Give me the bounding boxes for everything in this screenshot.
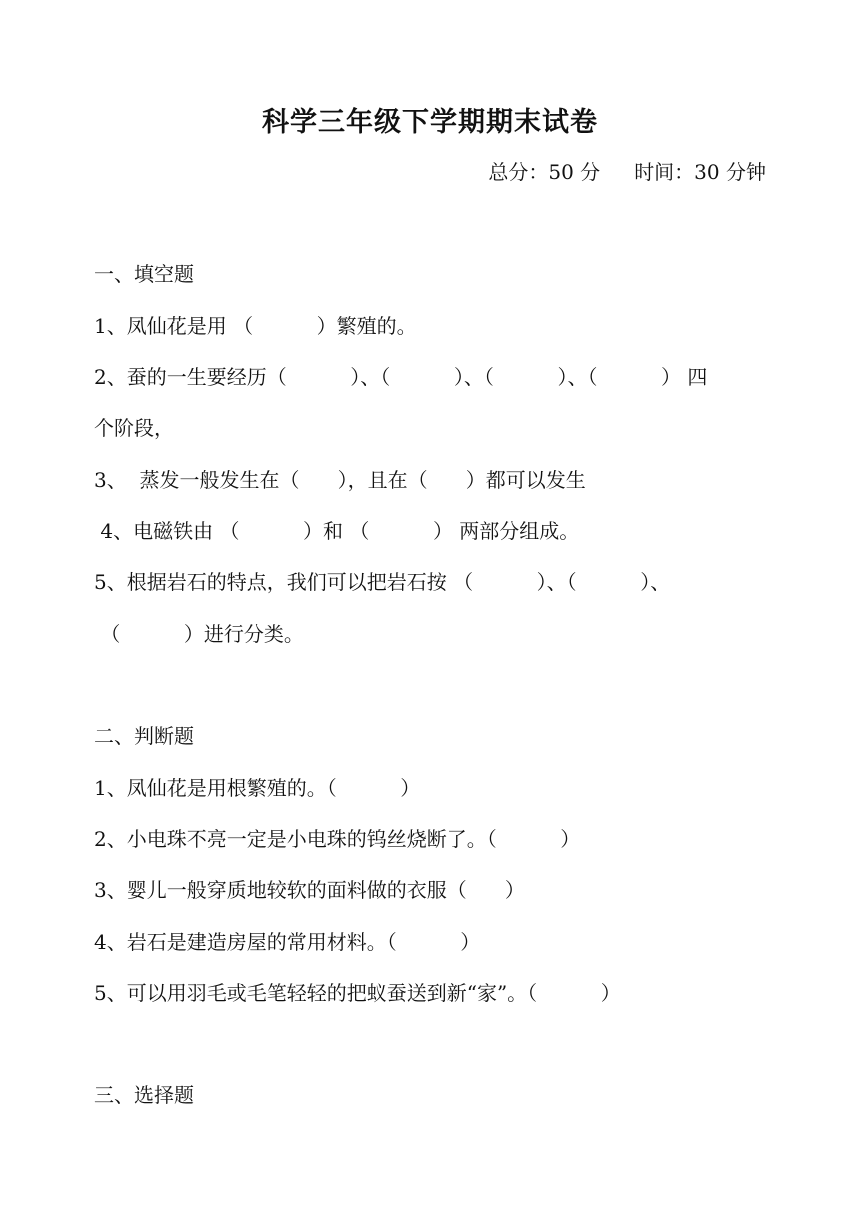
true-false-question-5: 5、可以用羽毛或毛笔轻轻的把蚁蚕送到新“家”。（ ） <box>94 981 621 1005</box>
true-false-question-2: 2、小电珠不亮一定是小电珠的钨丝烧断了。（ ） <box>94 827 581 851</box>
fill-in-question-4: 4、电磁铁由 （ ）和 （ ） 两部分组成。 <box>94 519 580 543</box>
section-heading-multiple-choice: 三、选择题 <box>94 1083 194 1107</box>
exam-meta <box>488 156 766 185</box>
section-heading-true-false: 二、判断题 <box>94 724 194 748</box>
fill-in-question-2: 2、蚕的一生要经历（ ）、（ ）、（ ）、（ ） 四 <box>94 365 708 389</box>
fill-in-question-1: 1、凤仙花是用 （ ）繁殖的。 <box>94 314 417 338</box>
fill-in-question-2-continued: 个阶段， <box>94 416 174 440</box>
fill-in-question-5-continued: （ ）进行分类。 <box>94 622 304 646</box>
true-false-question-1: 1、凤仙花是用根繁殖的。（ ） <box>94 776 421 800</box>
true-false-question-3: 3、婴儿一般穿质地较软的面料做的衣服（ ） <box>94 878 525 902</box>
exam-time: 时间：30 分钟 <box>634 160 766 184</box>
fill-in-question-3: 3、 蒸发一般发生在（ ），且在（ ）都可以发生 <box>94 468 586 492</box>
fill-in-question-5: 5、根据岩石的特点，我们可以把岩石按 （ ）、（ ）、 <box>94 570 671 594</box>
section-heading-fill-in: 一、填空题 <box>94 262 194 286</box>
total-score: 总分：50 分 <box>488 160 601 184</box>
exam-title: 科学三年级下学期期末试卷 <box>262 107 598 138</box>
true-false-question-4: 4、岩石是建造房屋的常用材料。（ ） <box>94 930 481 954</box>
